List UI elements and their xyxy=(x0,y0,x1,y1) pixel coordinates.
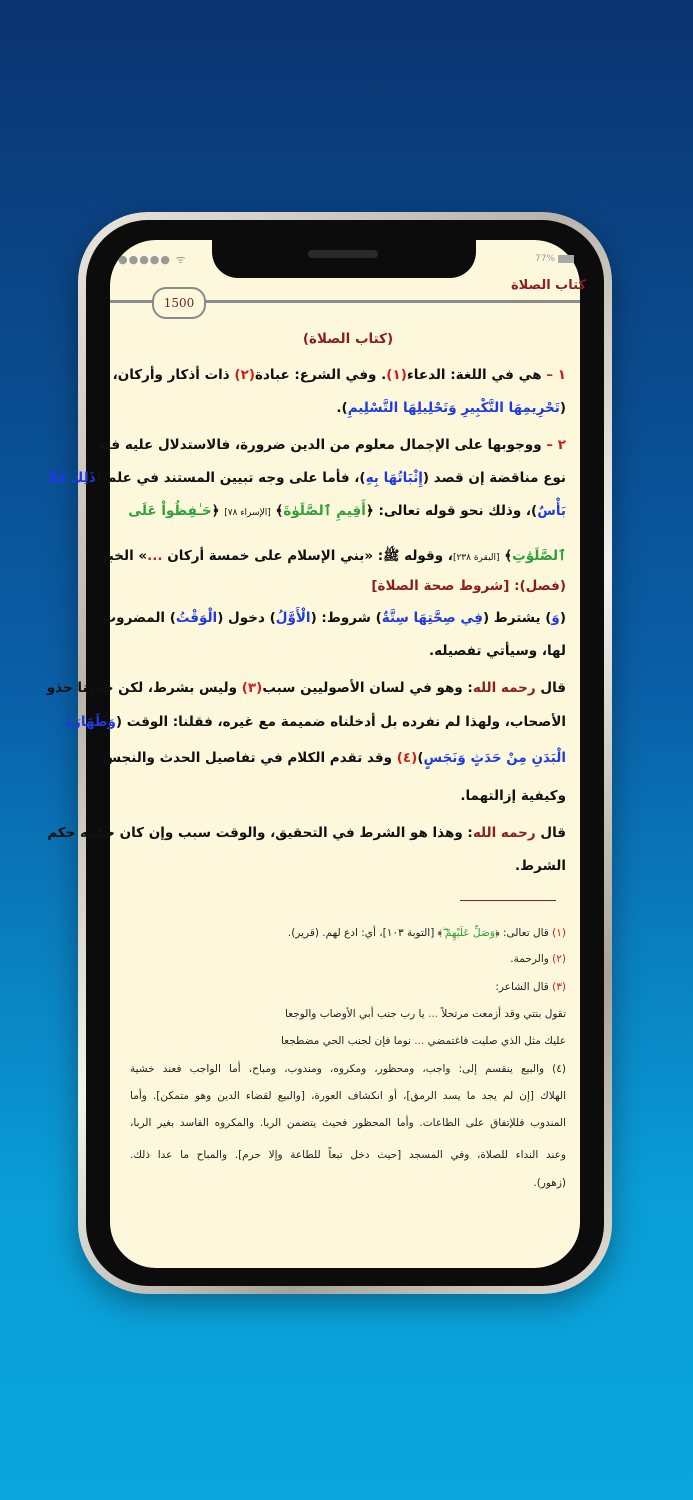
text-segment: ) xyxy=(417,750,424,766)
text-line xyxy=(130,858,566,874)
text-segment: : وهو في لسان الأصوليين سبب xyxy=(262,680,473,696)
text-segment: الْوَقْتُ xyxy=(175,610,218,626)
text-line xyxy=(130,578,566,594)
text-segment: » الخبر. xyxy=(95,548,148,564)
text-line xyxy=(95,547,566,567)
footnote-line xyxy=(130,1063,566,1075)
battery-icon xyxy=(558,255,574,263)
text-segment: [البقرة ٢٣٨] xyxy=(452,553,500,563)
text-segment: (١) xyxy=(548,927,566,939)
text-segment: ذات أذكار وأركان، xyxy=(112,367,235,383)
text-segment: (٤) والبيع ينقسم إلى: واجب، ومحظور، ومكروه، ومندوب، ومباح، أما الواجب فعند خشية xyxy=(130,1063,566,1075)
text-segment: ﴾ xyxy=(270,503,284,519)
text-segment: ) شروط: ( xyxy=(310,610,382,626)
text-segment: الشرط. xyxy=(515,858,566,874)
text-segment: تَحْرِيمِهَا التَّكْبِيرِ وَتَحْلِيلِهَا التَّسْلِيمِ xyxy=(347,400,560,416)
phone-notch xyxy=(212,240,476,278)
text-segment: وَ xyxy=(551,610,560,626)
text-segment: يا رب جنب أبي الأوصاب والوجعا xyxy=(285,1008,429,1020)
text-line xyxy=(102,610,566,626)
text-segment: ... xyxy=(147,548,163,564)
footnote-line xyxy=(130,1090,566,1102)
text-line xyxy=(112,367,566,383)
running-title: كتاب الصلاة xyxy=(510,278,586,293)
text-segment: ﴾ xyxy=(499,548,513,564)
text-segment: ووجوبها على الإجمال معلوم من الدين ضرورة، فالاستدلال عليه فيه xyxy=(97,437,542,453)
footnote-line xyxy=(130,1149,566,1161)
text-segment: نوع مناقضة إن قصد ( xyxy=(422,470,566,486)
text-segment: ( xyxy=(559,400,566,416)
text-line xyxy=(130,331,566,347)
text-segment: ( xyxy=(559,610,566,626)
footnote-line xyxy=(130,1177,566,1189)
text-segment: ... xyxy=(428,1008,439,1020)
text-segment: ، وقوله ﷺ: «بني الإسلام على خمسة أركان xyxy=(162,548,453,564)
text-segment: لها، وسيأتي تفصيله. xyxy=(429,643,566,659)
footnote-line xyxy=(130,981,566,993)
text-segment: نوما فإن لجنب الحي مضطجعا xyxy=(280,1035,415,1047)
text-segment: ﴿ xyxy=(211,503,225,519)
text-segment: فِي صِحَّتِهَا سِتَّةٌ xyxy=(381,610,483,626)
text-line xyxy=(46,680,566,696)
text-segment: )، وذلك نحو قوله تعالى: ﴿ xyxy=(365,503,538,519)
text-segment: وعند النداء للصلاة، وفي المسجد [حيث دخل تبعاً للطاعة وإلا حرم]. والمباح ما عدا ذلك. xyxy=(130,1149,566,1161)
battery-status xyxy=(535,254,574,264)
text-segment: وكيفية إزالتهما. xyxy=(460,788,566,804)
text-segment: : وهذا هو الشرط في التحقيق، والوقت سبب وإن كان حكمه حكم xyxy=(47,825,473,841)
text-segment: الْبَدَنِ مِنْ حَدَثٍ وَنَجَسٍ xyxy=(423,750,566,766)
page-number-badge[interactable]: 1500 xyxy=(152,287,206,319)
text-segment: )، فأما على وجه تبيين المستند في علم ( xyxy=(95,470,366,486)
text-line xyxy=(130,400,566,416)
text-segment: ) دخول ( xyxy=(217,610,276,626)
book-reader-screen[interactable] xyxy=(46,240,586,1268)
speaker xyxy=(308,250,378,258)
text-line xyxy=(47,470,566,486)
text-segment: (٢) xyxy=(548,953,566,965)
text-segment: ﴾ [التوبة ١٠٣]، أي: ادع لهم. (قرير). xyxy=(287,927,443,939)
text-line xyxy=(130,503,566,519)
footnote-line xyxy=(130,927,566,940)
footnote-line xyxy=(130,953,566,965)
footnote-line xyxy=(130,1117,566,1129)
text-line xyxy=(47,825,566,841)
text-segment: (٢) xyxy=(234,367,255,383)
text-segment: ٢ – xyxy=(541,437,566,453)
text-segment: رحمه الله xyxy=(472,680,536,696)
text-segment: وليس بشرط، لكن حذونا حذو xyxy=(46,680,242,696)
text-segment: ١ – xyxy=(541,367,566,383)
text-segment: وَطَهَارَةُ xyxy=(65,714,116,730)
text-segment: [الإسراء ٧٨] xyxy=(224,508,271,518)
text-segment: والرحمة. xyxy=(510,953,549,965)
text-segment: (١) xyxy=(386,367,407,383)
text-line xyxy=(130,643,566,659)
text-segment: قال xyxy=(535,825,566,841)
battery-percent: 77% xyxy=(534,254,555,264)
text-line xyxy=(130,788,566,804)
text-segment: إِثْبَاتُهَا بِهِ xyxy=(365,470,423,486)
text-segment: عليك مثل الذي صليت فاغتمضي xyxy=(424,1035,566,1047)
footnote-line xyxy=(130,1008,566,1020)
text-segment: ) يشترط ( xyxy=(482,610,552,626)
text-segment: ) المضروب xyxy=(102,610,176,626)
text-segment: المندوب فللإتفاق على الطاعات. وأما المحظور فحيث يتضمن الربا. والمكروه الفاسد بغير الربا، xyxy=(130,1117,566,1129)
text-segment: الهلاك [إن لم يجد ما يسد الرمق]، أو انكشاف العورة، [والبيع لقضاء الدين وهو متمكن]. وأما xyxy=(130,1090,566,1102)
text-segment: وقد تقدم الكلام في تفاصيل الحدث والنجس xyxy=(102,750,397,766)
text-line xyxy=(97,437,566,453)
text-segment: ). xyxy=(336,400,348,416)
text-line xyxy=(102,750,566,766)
text-segment: قال xyxy=(535,680,566,696)
footnote-line xyxy=(130,1035,566,1047)
text-segment: الْأَوَّلُ xyxy=(275,610,311,626)
text-segment: . وفي الشرع: عبادة xyxy=(255,367,387,383)
text-segment: هي في اللغة: الدعاء xyxy=(406,367,542,383)
text-segment: بَأْسٌ xyxy=(537,503,566,519)
text-segment: وَصَلِّ عَلَيْهِمْ ۖ xyxy=(442,927,495,939)
text-segment: الأصحاب، ولهذا لم نفرده بل أدخلناه ضميمة مع غيره، فقلنا: الوقت ( xyxy=(115,714,566,730)
text-segment: (٣) xyxy=(548,981,566,993)
text-segment: ٱلصَّلَوَٰتِ xyxy=(512,548,566,564)
text-line xyxy=(65,714,566,730)
text-segment: تقول بنتي وقد أزمعت مرتحلاً xyxy=(438,1008,566,1020)
text-segment: ... xyxy=(414,1035,425,1047)
text-segment: ذَلِكَ فَلَا xyxy=(47,470,96,486)
signal-wifi-icon: ●●●●● ᯤ xyxy=(118,253,187,266)
text-segment: حَـٰفِظُواْ عَلَى xyxy=(128,503,212,519)
text-segment: (فصل): [شروط صحة الصلاة] xyxy=(371,578,566,594)
phone-frame xyxy=(46,212,612,1294)
text-segment: (٣) xyxy=(241,680,263,696)
footnote-divider xyxy=(460,900,556,901)
text-segment: (زهور). xyxy=(533,1177,566,1189)
text-segment: (كتاب الصلاة) xyxy=(302,331,394,347)
text-segment: أَقِيمِ ٱلصَّلَوٰةَ xyxy=(283,503,366,519)
text-segment: رحمه الله xyxy=(472,825,536,841)
text-segment: (٤) xyxy=(396,750,418,766)
text-segment: قال الشاعر: xyxy=(495,981,549,993)
text-segment: قال تعالى: ﴿ xyxy=(494,927,549,939)
